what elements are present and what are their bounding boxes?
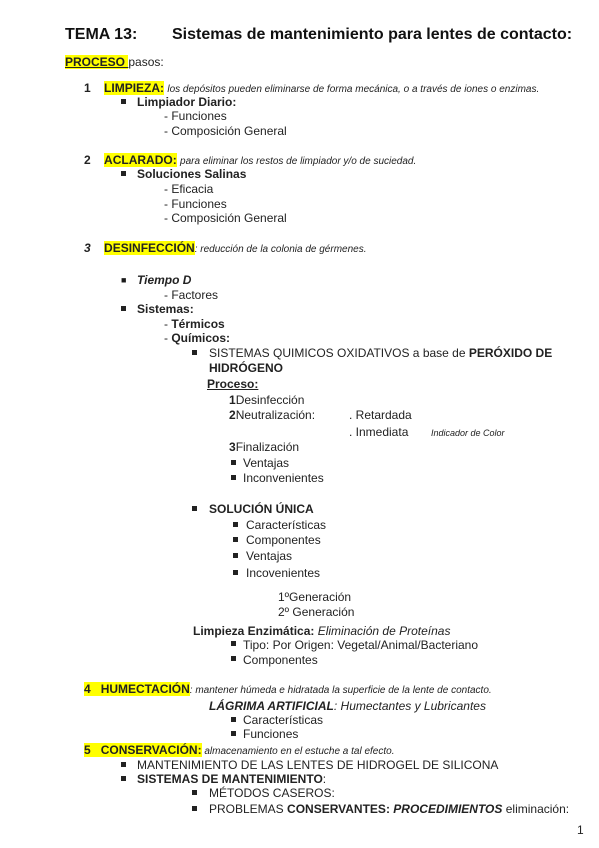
solucion-unica: SOLUCIÓN ÚNICA xyxy=(209,502,314,516)
section-2-number: 2 xyxy=(84,153,91,167)
bullet-square-icon xyxy=(121,306,126,311)
hidrogel-silicona: MANTENIMIENTO DE LAS LENTES DE HIDROGEL DE SILICONA xyxy=(137,758,499,772)
section-4-desc: : mantener húmeda e hidratada la superficie de la lente de contacto. xyxy=(189,685,492,696)
section-5-desc: almacenamiento en el estuche a tal efecto. xyxy=(201,746,395,757)
lagrima-artificial: LÁGRIMA ARTIFICIAL: Humectantes y Lubricantes xyxy=(209,699,486,713)
list-item: Funciones xyxy=(243,727,299,741)
intro-line xyxy=(65,55,164,69)
bullet-square-icon xyxy=(121,171,126,176)
retardada-text: . Retardada xyxy=(349,408,412,422)
bullet-square-icon xyxy=(121,762,126,767)
termicos-item: - Térmicos xyxy=(164,317,225,331)
list-item: Componentes xyxy=(246,533,321,547)
generacion-1: 1ºGeneración xyxy=(278,590,352,604)
limpieza-enzimatica: Limpieza Enzimática: Eliminación de Proteínas xyxy=(193,624,451,638)
list-item: Características xyxy=(246,518,327,532)
ventajas-item: Ventajas xyxy=(243,456,290,470)
list-item: Ventajas xyxy=(246,549,293,563)
section-2-heading xyxy=(84,153,416,169)
pasos-text: pasos: xyxy=(128,55,164,69)
bullet-square-icon xyxy=(233,537,238,542)
bullet-square-icon xyxy=(192,506,197,511)
sistemas-label: Sistemas: xyxy=(137,302,194,316)
list-item: - Composición General xyxy=(164,211,287,225)
section-5-label: 5 CONSERVACIÓN: xyxy=(84,743,202,757)
step-desinfeccion: 1Desinfección xyxy=(229,393,305,407)
bullet-square-icon xyxy=(192,806,197,811)
proceso-label: Proceso: xyxy=(207,377,259,391)
proceso-label: PROCESO xyxy=(65,55,129,69)
page-number: 1 xyxy=(577,823,584,837)
hidrogeno-text: HIDRÓGENO xyxy=(209,361,284,375)
page-title: Sistemas de mantenimiento para lentes de contacto: xyxy=(172,26,573,43)
bullet-square-icon xyxy=(233,553,238,558)
sistemas-mantenimiento: SISTEMAS DE MANTENIMIENTO: xyxy=(137,772,327,786)
bullet-square-icon: ■ xyxy=(121,275,127,285)
problemas-conservantes: PROBLEMAS CONSERVANTES: PROCEDIMIENTOS eliminación: xyxy=(209,802,570,816)
section-3-number: 3 xyxy=(84,241,91,255)
bullet-square-icon xyxy=(192,350,197,355)
bullet-square-icon xyxy=(231,717,236,722)
list-item: Incovenientes xyxy=(246,566,321,580)
factores-item: - Factores xyxy=(164,288,219,302)
bullet-square-icon xyxy=(231,731,236,736)
section-5-heading xyxy=(84,743,395,759)
inmediata-text: . Inmediata xyxy=(349,425,409,439)
section-3-label: DESINFECCIÓN xyxy=(104,241,195,255)
section-4-label: 4 HUMECTACIÓN xyxy=(84,682,190,696)
bullet-square-icon xyxy=(233,570,238,575)
section-2-desc: para eliminar los restos de limpiador y/o de suciedad. xyxy=(180,156,417,167)
bullet-square-icon xyxy=(121,776,126,781)
list-item: Componentes xyxy=(243,653,318,667)
bullet-square-icon xyxy=(231,460,236,465)
bullet-square-icon xyxy=(192,790,197,795)
tiempo-d: Tiempo D xyxy=(137,273,192,287)
list-item: - Composición General xyxy=(164,124,287,138)
generacion-2: 2º Generación xyxy=(278,605,355,619)
section-4-heading xyxy=(84,682,492,698)
bullet-square-icon xyxy=(231,475,236,480)
list-item: - Funciones xyxy=(164,197,227,211)
indicador-color: Indicador de Color xyxy=(431,428,505,438)
section-3-heading xyxy=(84,241,367,257)
section-1-label: LIMPIEZA: xyxy=(104,81,165,95)
list-item: - Eficacia xyxy=(164,182,214,196)
sistemas-oxidativos: SISTEMAS QUIMICOS OXIDATIVOS a base de PERÓXIDO DE xyxy=(209,346,553,360)
bullet-square-icon xyxy=(233,522,238,527)
section-1-desc: los depósitos pueden eliminarse de forma mecánica, o a través de iones o enzimas. xyxy=(167,84,540,95)
section-1-number: 1 xyxy=(84,81,91,95)
list-item: Tipo: Por Origen: Vegetal/Animal/Bacteriano xyxy=(243,638,479,652)
metodos-caseros: MÉTODOS CASEROS: xyxy=(209,786,335,800)
limpiador-diario: Limpiador Diario: xyxy=(137,95,237,109)
list-item: Características xyxy=(243,713,324,727)
tema-number: TEMA 13: xyxy=(65,26,138,43)
quimicos-item: - Químicos: xyxy=(164,331,231,345)
section-2-label: ACLARADO: xyxy=(104,153,177,167)
list-item: - Funciones xyxy=(164,109,227,123)
step-neutralizacion: 2Neutralización: xyxy=(229,408,316,422)
bullet-square-icon xyxy=(231,641,236,646)
step-finalizacion: 3Finalización xyxy=(229,440,300,454)
bullet-square-icon xyxy=(121,99,126,104)
bullet-square-icon xyxy=(231,656,236,661)
inconvenientes-item: Inconvenientes xyxy=(243,471,324,485)
soluciones-salinas: Soluciones Salinas xyxy=(137,167,247,181)
section-3-desc: : reducción de la colonia de gérmenes. xyxy=(194,244,367,255)
